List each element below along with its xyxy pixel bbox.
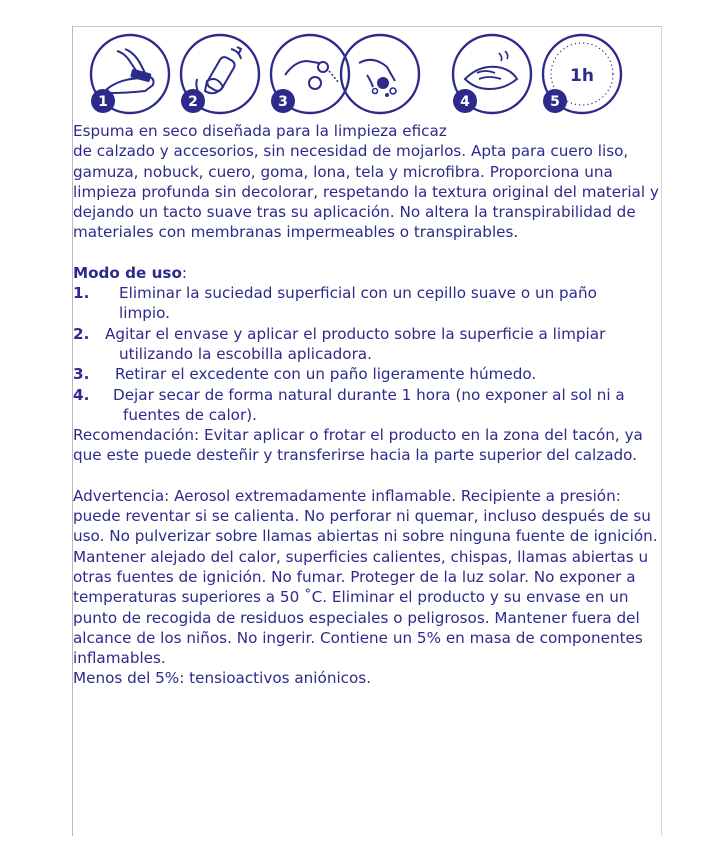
usage-icons-row (87, 31, 607, 119)
usage-step-text: Dejar secar de forma natural durante 1 hora (no exponer al sol ni a (113, 385, 625, 404)
usage-step-text: Agitar el envase y aplicar el producto sobre la superficie a limpiar (105, 324, 606, 343)
composition-text: Menos del 5%: tensioactivos aniónicos. (73, 669, 372, 688)
usage-step-continuation: fuentes de calor). (123, 405, 257, 424)
recommendation-text: Recomendación: Evitar aplicar o frotar el producto en la zona del tacón, ya que este puede desteñir y transferirse hacia la parte superior del calzado. (73, 426, 643, 465)
usage-step-number: 2. (73, 324, 90, 343)
usage-step-number: 1. (73, 284, 90, 303)
usage-step-number: 4. (73, 385, 90, 404)
usage-step (73, 364, 663, 384)
usage-step-text: Eliminar la suciedad superficial con un cepillo suave o un paño (119, 284, 597, 303)
usage-step (73, 385, 663, 405)
step-number: 1 (98, 94, 108, 110)
usage-step-text: Retirar el excedente con un paño ligeramente húmedo. (115, 365, 537, 384)
usage-step (73, 324, 663, 344)
usage-step-continuation: utilizando la escobilla aplicadora. (119, 344, 372, 363)
usage-step-continuation: limpio. (119, 304, 170, 323)
description-body: de calzado y accesorios, sin necesidad de mojarlos. Apta para cuero liso, gamuza, nobuck, cuero, goma, lona, tela y microfibra. Proporciona una limpieza profunda sin decolorar, respetando la textura original del material y dejando un tacto suave tras su aplicación. No altera la transpirabilidad de materiales con membranas impermeables o transpirables. (73, 142, 659, 242)
usage-step (73, 283, 663, 303)
warning-text: Advertencia: Aerosol extremadamente inflamable. Recipiente a presión: puede reventar si se calienta. No perforar ni quemar, incluso después de su uso. No pulverizar sobre llamas abiertas ni sobre ninguna fuente de ignición. Mantener alejado del calor, superficies calientes, chispas, llamas abiertas u otras fuentes de ignición. No fumar. Proteger de la luz solar. No exponer a temperaturas superiores a 50 ˚C. Eliminar el producto y su envase en un punto de recogida de residuos especiales o peligrosos. Mantener fuera del alcance de los niños. No ingerir. Contiene un 5% en masa de componentes inflamables. (73, 486, 658, 668)
usage-heading-colon: : (181, 263, 188, 282)
step-number: 3 (278, 94, 288, 110)
step-number: 2 (188, 94, 198, 110)
label-text (73, 121, 663, 689)
step-number: 4 (460, 94, 470, 110)
usage-heading-text: Modo de uso (73, 263, 182, 282)
shake-can-step-icon (177, 31, 263, 117)
description-first-line: Espuma en seco diseñada para la limpieza eficaz (73, 122, 447, 140)
brush-step-icon (87, 31, 173, 117)
spray-foam-icon (337, 31, 423, 117)
time-label: 1h (570, 66, 594, 86)
usage-step-number: 3. (73, 365, 90, 384)
usage-heading (73, 263, 663, 283)
cloth-wipe-step-icon (449, 31, 535, 117)
step-number: 5 (550, 94, 560, 110)
timer-step-icon (539, 31, 625, 117)
